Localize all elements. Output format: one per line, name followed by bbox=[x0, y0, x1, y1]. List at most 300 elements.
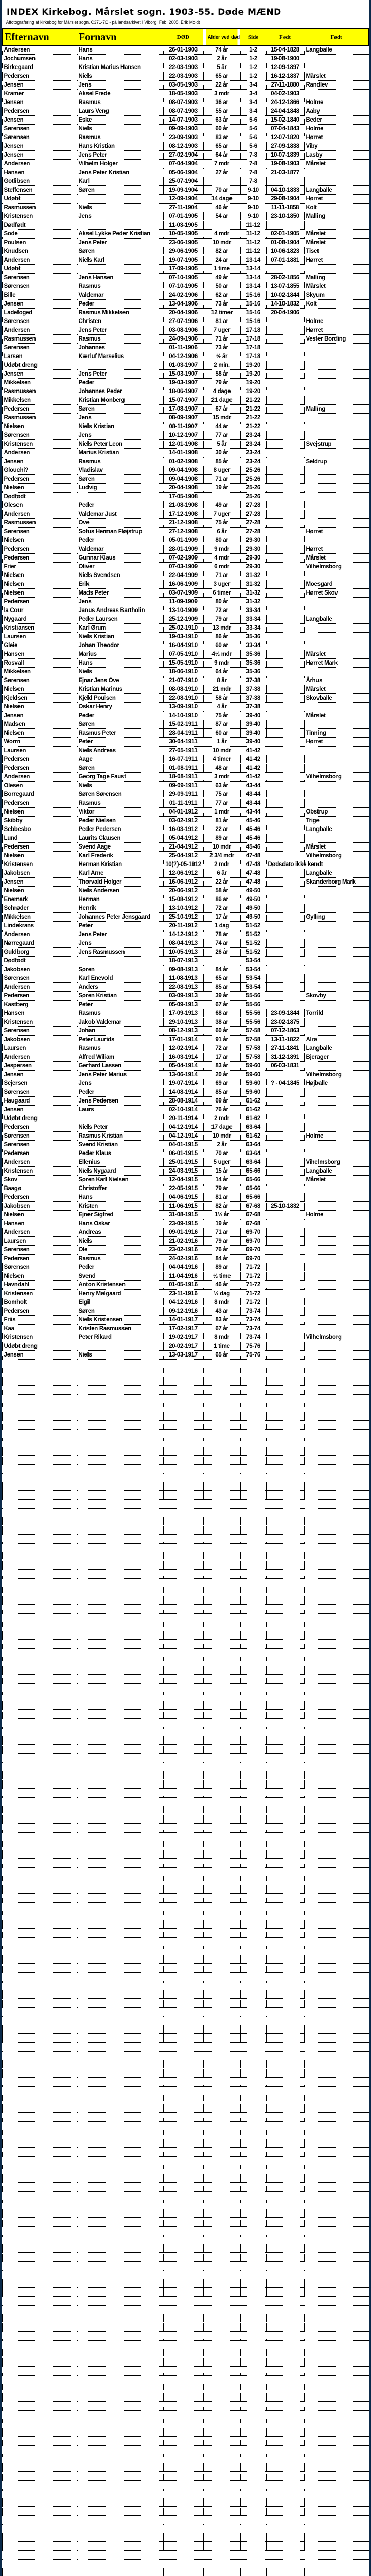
page-title: INDEX Kirkebog. Mårslet sogn. 1903-55. Døde MÆND bbox=[7, 7, 281, 18]
cell-efternavn bbox=[2, 2297, 77, 2306]
cell-fornavn: Svend Aage bbox=[77, 843, 163, 852]
cell-fodt-dato bbox=[266, 1929, 304, 1938]
cell-alder: 5 år bbox=[203, 440, 240, 449]
cell-fornavn: Niels Nygaard bbox=[77, 1167, 163, 1176]
cell-efternavn: Sørensen bbox=[2, 1263, 77, 1272]
cell-alder: 63 år bbox=[203, 782, 240, 790]
cell-side bbox=[240, 2262, 266, 2270]
table-row bbox=[2, 519, 369, 528]
cell-side: 67-68 bbox=[240, 1219, 266, 1228]
cell-fodt-sted bbox=[304, 422, 369, 431]
cell-dod: 29-06-1905 bbox=[163, 247, 203, 256]
cell-dod: 12-06-1912 bbox=[163, 869, 203, 878]
cell-efternavn: Udøbt dreng bbox=[2, 1342, 77, 1351]
cell-fodt-sted bbox=[304, 957, 369, 965]
cell-fodt-sted bbox=[304, 493, 369, 501]
cell-fodt-dato bbox=[266, 2218, 304, 2227]
cell-efternavn bbox=[2, 2314, 77, 2323]
cell-fodt-sted bbox=[304, 2200, 369, 2209]
cell-fodt-dato bbox=[266, 484, 304, 493]
cell-alder: 19 år bbox=[203, 484, 240, 493]
cell-alder bbox=[203, 1894, 240, 1903]
cell-efternavn: Pedersen bbox=[2, 545, 77, 554]
cell-fodt-sted bbox=[304, 1815, 369, 1824]
cell-alder bbox=[203, 1596, 240, 1605]
table-row bbox=[2, 370, 369, 379]
cell-side: 1-2 bbox=[240, 45, 266, 55]
cell-alder bbox=[203, 1868, 240, 1876]
cell-side: 23-24 bbox=[240, 457, 266, 466]
cell-fodt-dato bbox=[266, 1482, 304, 1491]
cell-efternavn: Jakobsen bbox=[2, 1202, 77, 1211]
cell-side bbox=[240, 1438, 266, 1447]
cell-fornavn bbox=[77, 2507, 163, 2516]
cell-fodt-sted bbox=[304, 2244, 369, 2253]
cell-side: 73-74 bbox=[240, 1333, 266, 1342]
cell-side bbox=[240, 2481, 266, 2489]
cell-side: 3-4 bbox=[240, 81, 266, 90]
cell-side: 47-48 bbox=[240, 878, 266, 887]
cell-fornavn bbox=[77, 1421, 163, 1430]
cell-dod: 05-09-1913 bbox=[163, 1001, 203, 1009]
cell-fodt-sted: Hørret bbox=[304, 133, 369, 142]
cell-fodt-sted: Holme bbox=[304, 98, 369, 107]
cell-efternavn: Jakobsen bbox=[2, 869, 77, 878]
cell-alder: 87 år bbox=[203, 720, 240, 729]
cell-alder bbox=[203, 1684, 240, 1692]
cell-fodt-sted bbox=[304, 2454, 369, 2463]
table-row bbox=[2, 1211, 369, 1219]
cell-alder: 6 timer bbox=[203, 589, 240, 598]
cell-efternavn: Pedersen bbox=[2, 475, 77, 484]
cell-fodt-sted bbox=[304, 1850, 369, 1859]
cell-fodt-sted bbox=[304, 2270, 369, 2279]
cell-side bbox=[240, 2087, 266, 2095]
cell-fodt-sted bbox=[304, 1649, 369, 1657]
cell-alder bbox=[203, 2130, 240, 2139]
cell-fodt-sted bbox=[304, 168, 369, 177]
table-row bbox=[2, 659, 369, 668]
cell-side: 57-58 bbox=[240, 1044, 266, 1053]
cell-dod: 03-09-1913 bbox=[163, 992, 203, 1001]
cell-fodt-dato bbox=[266, 1193, 304, 1202]
cell-alder bbox=[203, 2227, 240, 2235]
table-row bbox=[2, 878, 369, 887]
cell-fodt-dato bbox=[266, 2367, 304, 2376]
cell-side: 65-66 bbox=[240, 1176, 266, 1184]
cell-fodt-sted: Mårslet bbox=[304, 1176, 369, 1184]
cell-fodt-sted bbox=[304, 1412, 369, 1421]
cell-efternavn: Andersen bbox=[2, 1158, 77, 1167]
cell-fodt-sted bbox=[304, 2165, 369, 2174]
cell-dod: 17-02-1917 bbox=[163, 1325, 203, 1333]
cell-efternavn bbox=[2, 2157, 77, 2165]
table-row bbox=[2, 2437, 369, 2446]
table-row bbox=[2, 545, 369, 554]
cell-efternavn bbox=[2, 1789, 77, 1798]
cell-dod: 07-02-1909 bbox=[163, 554, 203, 563]
cell-efternavn bbox=[2, 2472, 77, 2481]
cell-dod: 19-07-1905 bbox=[163, 256, 203, 265]
cell-alder bbox=[203, 2157, 240, 2165]
cell-efternavn bbox=[2, 1430, 77, 1438]
cell-side: 71-72 bbox=[240, 1272, 266, 1281]
cell-side bbox=[240, 2008, 266, 2016]
cell-fodt-sted: Langballe bbox=[304, 45, 369, 55]
cell-dod bbox=[163, 1692, 203, 1701]
cell-fodt-sted bbox=[304, 1596, 369, 1605]
table-row bbox=[2, 571, 369, 580]
cell-efternavn: Lindekrans bbox=[2, 922, 77, 930]
cell-fornavn bbox=[77, 2087, 163, 2095]
cell-side bbox=[240, 1544, 266, 1552]
cell-efternavn bbox=[2, 2341, 77, 2349]
cell-fodt-dato bbox=[266, 685, 304, 694]
table-row bbox=[2, 808, 369, 817]
table-row bbox=[2, 1430, 369, 1438]
cell-efternavn: Sørensen bbox=[2, 125, 77, 133]
table-row bbox=[2, 1509, 369, 1517]
cell-fornavn bbox=[77, 1447, 163, 1456]
cell-side bbox=[240, 2332, 266, 2341]
cell-fornavn: Jens bbox=[77, 1079, 163, 1088]
cell-fornavn: Valdemar bbox=[77, 291, 163, 300]
cell-dod: 25-01-1915 bbox=[163, 1158, 203, 1167]
cell-fodt-sted bbox=[304, 352, 369, 361]
cell-fodt-sted bbox=[304, 1938, 369, 1946]
table-row bbox=[2, 1903, 369, 1911]
cell-dod bbox=[163, 2358, 203, 2367]
table-row bbox=[2, 2165, 369, 2174]
cell-fodt-sted: Hørret bbox=[304, 738, 369, 747]
cell-dod bbox=[163, 1859, 203, 1868]
cell-alder: 81 år bbox=[203, 317, 240, 326]
cell-fodt-dato bbox=[266, 1491, 304, 1500]
cell-alder: 79 år bbox=[203, 615, 240, 624]
cell-efternavn bbox=[2, 2235, 77, 2244]
cell-side: 55-56 bbox=[240, 992, 266, 1001]
cell-fodt-sted: Langballe bbox=[304, 825, 369, 834]
table-row bbox=[2, 755, 369, 764]
cell-fornavn: Kristen Rasmussen bbox=[77, 1325, 163, 1333]
cell-fodt-sted bbox=[304, 2192, 369, 2200]
cell-dod: 20-04-1908 bbox=[163, 484, 203, 493]
cell-fodt-dato bbox=[266, 2209, 304, 2218]
cell-fodt-dato bbox=[266, 1456, 304, 1465]
table-row bbox=[2, 650, 369, 659]
cell-fodt-sted bbox=[304, 519, 369, 528]
cell-alder bbox=[203, 1911, 240, 1920]
cell-alder bbox=[203, 1710, 240, 1719]
cell-fornavn bbox=[77, 1622, 163, 1631]
cell-fornavn bbox=[77, 1675, 163, 1684]
cell-side: 59-60 bbox=[240, 1062, 266, 1071]
cell-side bbox=[240, 1561, 266, 1570]
cell-fornavn bbox=[77, 2008, 163, 2016]
table-row bbox=[2, 1649, 369, 1657]
cell-fornavn bbox=[77, 221, 163, 230]
cell-fodt-dato bbox=[266, 676, 304, 685]
table-row bbox=[2, 1544, 369, 1552]
cell-dod: 18-07-1913 bbox=[163, 957, 203, 965]
cell-side: 7-8 bbox=[240, 160, 266, 168]
cell-alder bbox=[203, 1473, 240, 1482]
cell-fodt-dato bbox=[266, 1342, 304, 1351]
table-row bbox=[2, 904, 369, 913]
cell-fodt-sted bbox=[304, 2533, 369, 2542]
cell-efternavn bbox=[2, 2165, 77, 2174]
cell-side bbox=[240, 1736, 266, 1745]
cell-fodt-dato bbox=[266, 501, 304, 510]
cell-fodt-sted bbox=[304, 1491, 369, 1500]
cell-efternavn bbox=[2, 1561, 77, 1570]
cell-fodt-dato bbox=[266, 1596, 304, 1605]
cell-fodt-sted: Malling bbox=[304, 212, 369, 221]
cell-fodt-dato bbox=[266, 1184, 304, 1193]
cell-fodt-dato: Dødsdato ikke kendt bbox=[266, 860, 304, 869]
table-row bbox=[2, 256, 369, 265]
cell-fornavn bbox=[77, 2262, 163, 2270]
cell-efternavn: Hansen bbox=[2, 650, 77, 659]
cell-fornavn: Sofus Herman Fløjstrup bbox=[77, 528, 163, 536]
cell-alder: 74 år bbox=[203, 45, 240, 55]
cell-side: 69-70 bbox=[240, 1237, 266, 1246]
cell-efternavn: Nielsen bbox=[2, 887, 77, 895]
table-row bbox=[2, 580, 369, 589]
cell-side bbox=[240, 2148, 266, 2157]
cell-fornavn bbox=[77, 1377, 163, 1386]
cell-dod: 16-04-1910 bbox=[163, 641, 203, 650]
cell-efternavn bbox=[2, 1964, 77, 1973]
cell-fornavn bbox=[77, 1561, 163, 1570]
table-row bbox=[2, 2419, 369, 2428]
cell-dod bbox=[163, 1657, 203, 1666]
cell-fornavn bbox=[77, 2314, 163, 2323]
cell-fodt-sted: Langballe bbox=[304, 1044, 369, 1053]
table-row bbox=[2, 265, 369, 274]
cell-efternavn bbox=[2, 1920, 77, 1929]
cell-fornavn: Christen bbox=[77, 317, 163, 326]
table-row bbox=[2, 965, 369, 974]
table-row bbox=[2, 2384, 369, 2393]
cell-fodt-dato bbox=[266, 1412, 304, 1421]
cell-efternavn: Ladefoged bbox=[2, 309, 77, 317]
cell-efternavn bbox=[2, 2516, 77, 2524]
cell-side bbox=[240, 1806, 266, 1815]
column-header-side: Side bbox=[240, 29, 266, 45]
cell-efternavn bbox=[2, 1754, 77, 1762]
cell-alder bbox=[203, 2148, 240, 2157]
table-row bbox=[2, 1552, 369, 1561]
page-subtitle: Affotografering af kirkebog for Mårslet sogn. C371-7C - på landsarkivet i Viborg. Feb. 2008. Erik Moldt bbox=[6, 20, 200, 25]
cell-fodt-dato bbox=[266, 2113, 304, 2122]
cell-fodt-dato: 02-01-1905 bbox=[266, 230, 304, 239]
cell-fodt-dato bbox=[266, 1614, 304, 1622]
cell-fodt-dato bbox=[266, 2235, 304, 2244]
table-row bbox=[2, 107, 369, 116]
cell-efternavn bbox=[2, 2402, 77, 2411]
table-header-row bbox=[2, 29, 369, 45]
cell-fodt-dato bbox=[266, 510, 304, 519]
cell-fornavn: Niels bbox=[77, 668, 163, 676]
table-row bbox=[2, 939, 369, 948]
cell-fodt-dato bbox=[266, 2463, 304, 2472]
cell-dod: 04-01-1912 bbox=[163, 808, 203, 817]
cell-fodt-dato bbox=[266, 2244, 304, 2253]
table-row bbox=[2, 1894, 369, 1903]
cell-fodt-sted bbox=[304, 2402, 369, 2411]
cell-efternavn: Pedersen bbox=[2, 764, 77, 773]
cell-fodt-dato: 23-09-1844 bbox=[266, 1009, 304, 1018]
table-row bbox=[2, 2183, 369, 2192]
cell-side: 35-36 bbox=[240, 659, 266, 668]
cell-alder bbox=[203, 2279, 240, 2288]
table-row bbox=[2, 291, 369, 300]
cell-dod bbox=[163, 1631, 203, 1640]
cell-alder: 71 år bbox=[203, 335, 240, 344]
cell-fodt-dato bbox=[266, 2227, 304, 2235]
table-row bbox=[2, 2016, 369, 2025]
cell-efternavn: Kristensen bbox=[2, 860, 77, 869]
cell-dod: 22-04-1909 bbox=[163, 571, 203, 580]
table-row bbox=[2, 55, 369, 63]
cell-fornavn bbox=[77, 361, 163, 370]
cell-efternavn bbox=[2, 1876, 77, 1885]
cell-fornavn bbox=[77, 2568, 163, 2576]
cell-fodt-dato: 04-10-1833 bbox=[266, 186, 304, 195]
cell-fornavn: Laurs Veng bbox=[77, 107, 163, 116]
cell-alder: 72 år bbox=[203, 1044, 240, 1053]
cell-efternavn bbox=[2, 1517, 77, 1526]
cell-side bbox=[240, 2446, 266, 2454]
cell-alder: 75 år bbox=[203, 790, 240, 799]
cell-alder: 75 år bbox=[203, 711, 240, 720]
cell-fodt-sted: Vilhelmsborg bbox=[304, 773, 369, 782]
cell-alder: 77 år bbox=[203, 431, 240, 440]
cell-side bbox=[240, 1771, 266, 1780]
cell-fodt-sted bbox=[304, 2052, 369, 2060]
cell-fodt-sted: Vilhelmsborg bbox=[304, 852, 369, 860]
cell-fodt-sted bbox=[304, 1824, 369, 1833]
cell-alder bbox=[203, 1587, 240, 1596]
table-row bbox=[2, 1666, 369, 1675]
cell-alder bbox=[203, 1833, 240, 1841]
cell-fodt-dato bbox=[266, 1868, 304, 1876]
cell-efternavn bbox=[2, 2113, 77, 2122]
cell-fornavn bbox=[77, 2060, 163, 2069]
cell-fornavn: Søren bbox=[77, 475, 163, 484]
table-row bbox=[2, 1412, 369, 1421]
cell-fornavn bbox=[77, 493, 163, 501]
cell-dod bbox=[163, 1622, 203, 1631]
cell-side bbox=[240, 1552, 266, 1561]
cell-dod bbox=[163, 1771, 203, 1780]
cell-fornavn: Alfred Wiliam bbox=[77, 1053, 163, 1062]
cell-side: 27-28 bbox=[240, 501, 266, 510]
table-row bbox=[2, 1614, 369, 1622]
cell-dod bbox=[163, 1430, 203, 1438]
cell-fodt-sted: Hørret bbox=[304, 195, 369, 204]
cell-fodt-sted bbox=[304, 747, 369, 755]
cell-alder bbox=[203, 1544, 240, 1552]
cell-fornavn: Søren bbox=[77, 764, 163, 773]
cell-dod bbox=[163, 1570, 203, 1579]
cell-alder: 5 uger bbox=[203, 1158, 240, 1167]
cell-side bbox=[240, 1964, 266, 1973]
cell-side: 35-36 bbox=[240, 633, 266, 641]
cell-alder bbox=[203, 1456, 240, 1465]
cell-dod bbox=[163, 2454, 203, 2463]
cell-fornavn: Janus Andreas Bartholin bbox=[77, 606, 163, 615]
cell-dod: 08-12-1903 bbox=[163, 142, 203, 151]
cell-fodt-sted bbox=[304, 2122, 369, 2130]
table-row bbox=[2, 2244, 369, 2253]
cell-efternavn bbox=[2, 2367, 77, 2376]
cell-fodt-dato bbox=[266, 1263, 304, 1272]
cell-efternavn: Sørensen bbox=[2, 528, 77, 536]
cell-dod bbox=[163, 1736, 203, 1745]
cell-efternavn: Kjeldsen bbox=[2, 694, 77, 703]
cell-dod bbox=[163, 1614, 203, 1622]
table-row bbox=[2, 2262, 369, 2270]
cell-fodt-dato bbox=[266, 317, 304, 326]
table-row bbox=[2, 1482, 369, 1491]
table-row bbox=[2, 2297, 369, 2306]
cell-side bbox=[240, 2113, 266, 2122]
cell-efternavn bbox=[2, 1395, 77, 1403]
cell-fodt-dato bbox=[266, 1903, 304, 1911]
cell-alder: 12 timer bbox=[203, 309, 240, 317]
cell-fornavn: Hans bbox=[77, 1193, 163, 1202]
cell-fornavn: Søren Sørensen bbox=[77, 790, 163, 799]
cell-fodt-sted bbox=[304, 1526, 369, 1535]
cell-alder bbox=[203, 2533, 240, 2542]
cell-dod bbox=[163, 1850, 203, 1859]
cell-efternavn: Nielsen bbox=[2, 422, 77, 431]
cell-fodt-sted bbox=[304, 922, 369, 930]
table-row bbox=[2, 606, 369, 615]
cell-dod: 18-06-1910 bbox=[163, 668, 203, 676]
cell-efternavn bbox=[2, 1500, 77, 1509]
cell-alder: 20 år bbox=[203, 1071, 240, 1079]
cell-fodt-sted bbox=[304, 1622, 369, 1631]
cell-side bbox=[240, 1885, 266, 1894]
cell-alder bbox=[203, 1745, 240, 1754]
cell-side: 29-30 bbox=[240, 545, 266, 554]
cell-side bbox=[240, 1754, 266, 1762]
cell-fornavn bbox=[77, 1876, 163, 1885]
cell-fornavn: Eske bbox=[77, 116, 163, 125]
cell-side: 23-24 bbox=[240, 449, 266, 457]
cell-fornavn bbox=[77, 1509, 163, 1517]
table-row bbox=[2, 676, 369, 685]
cell-side: 43-44 bbox=[240, 799, 266, 808]
cell-alder bbox=[203, 1649, 240, 1657]
cell-efternavn: Jensen bbox=[2, 300, 77, 309]
cell-fornavn bbox=[77, 1587, 163, 1596]
cell-side bbox=[240, 2069, 266, 2078]
cell-fodt-dato bbox=[266, 720, 304, 729]
cell-side: 1-2 bbox=[240, 63, 266, 72]
cell-fodt-sted bbox=[304, 2148, 369, 2157]
table-row bbox=[2, 317, 369, 326]
table-row bbox=[2, 221, 369, 230]
cell-side: 3-4 bbox=[240, 98, 266, 107]
cell-fodt-sted bbox=[304, 1552, 369, 1561]
cell-fodt-dato bbox=[266, 1386, 304, 1395]
cell-side: 27-28 bbox=[240, 528, 266, 536]
table-row bbox=[2, 45, 369, 55]
